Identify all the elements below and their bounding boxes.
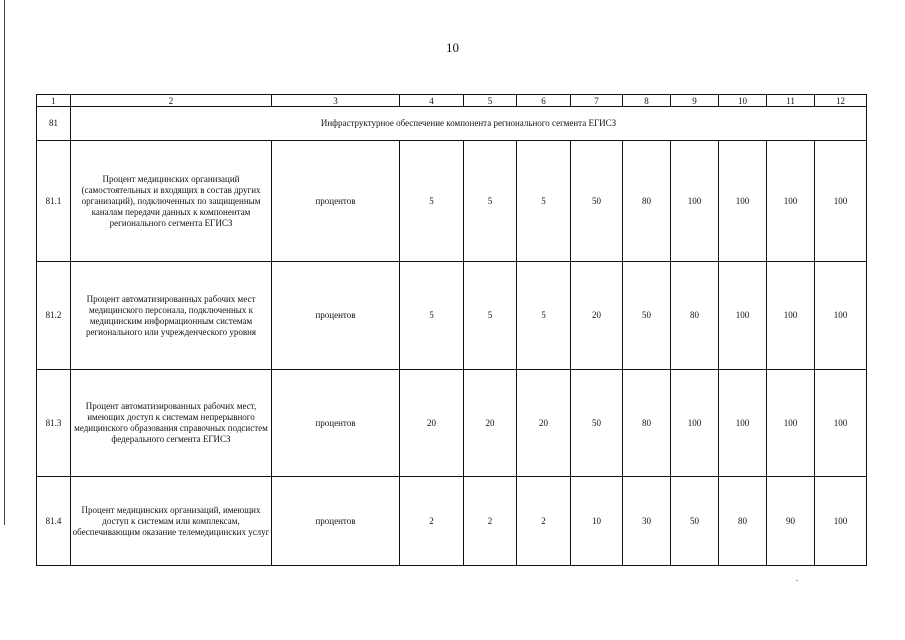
column-header: 12 xyxy=(815,95,867,107)
column-number-header-row xyxy=(37,95,867,107)
value-cell: 20 xyxy=(571,262,623,370)
column-header: 9 xyxy=(671,95,719,107)
unit-cell: процентов xyxy=(272,370,400,477)
value-cell: 5 xyxy=(517,141,571,262)
value-cell: 2 xyxy=(464,477,517,566)
value-cell: 100 xyxy=(815,370,867,477)
value-cell: 100 xyxy=(767,262,815,370)
column-header: 2 xyxy=(71,95,272,107)
value-cell: 100 xyxy=(767,370,815,477)
value-cell: 100 xyxy=(671,370,719,477)
indicator-name: Процент автоматизированных рабочих мест медицинского персонала, подключенных к медицинским информационным системам регионального или учрежденческого уровня xyxy=(71,262,272,370)
value-cell: 50 xyxy=(623,262,671,370)
value-cell: 100 xyxy=(815,141,867,262)
value-cell: 100 xyxy=(767,141,815,262)
value-cell: 5 xyxy=(464,262,517,370)
indicator-name: Процент медицинских организаций (самостоятельных и входящих в состав других организаций), подключенных по защищенным каналам передачи данных к компонентам регионального сегмента ЕГИСЗ xyxy=(71,141,272,262)
column-header: 6 xyxy=(517,95,571,107)
value-cell: 80 xyxy=(623,370,671,477)
row-number: 81.3 xyxy=(37,370,71,477)
row-number: 81.2 xyxy=(37,262,71,370)
column-header: 11 xyxy=(767,95,815,107)
value-cell: 80 xyxy=(719,477,767,566)
row-number: 81.1 xyxy=(37,141,71,262)
value-cell: 100 xyxy=(671,141,719,262)
table-row xyxy=(37,262,867,370)
table-row xyxy=(37,370,867,477)
value-cell: 5 xyxy=(400,141,464,262)
left-margin-line xyxy=(4,0,5,525)
value-cell: 50 xyxy=(571,370,623,477)
value-cell: 100 xyxy=(719,141,767,262)
column-header: 7 xyxy=(571,95,623,107)
column-header: 8 xyxy=(623,95,671,107)
value-cell: 5 xyxy=(464,141,517,262)
table-row xyxy=(37,477,867,566)
section-row xyxy=(37,107,867,141)
value-cell: 80 xyxy=(623,141,671,262)
indicators-table xyxy=(36,94,867,566)
column-header: 5 xyxy=(464,95,517,107)
value-cell: 20 xyxy=(400,370,464,477)
unit-cell: процентов xyxy=(272,141,400,262)
value-cell: 50 xyxy=(671,477,719,566)
value-cell: 10 xyxy=(571,477,623,566)
section-number: 81 xyxy=(37,107,71,141)
scan-speck xyxy=(796,580,798,581)
section-title: Инфраструктурное обеспечение компонента регионального сегмента ЕГИСЗ xyxy=(71,107,867,141)
column-header: 10 xyxy=(719,95,767,107)
value-cell: 20 xyxy=(464,370,517,477)
row-number: 81.4 xyxy=(37,477,71,566)
value-cell: 2 xyxy=(400,477,464,566)
page-number: 10 xyxy=(446,40,459,55)
value-cell: 5 xyxy=(517,262,571,370)
value-cell: 20 xyxy=(517,370,571,477)
value-cell: 50 xyxy=(571,141,623,262)
value-cell: 80 xyxy=(671,262,719,370)
value-cell: 5 xyxy=(400,262,464,370)
value-cell: 100 xyxy=(815,477,867,566)
unit-cell: процентов xyxy=(272,262,400,370)
value-cell: 100 xyxy=(719,370,767,477)
indicator-name: Процент автоматизированных рабочих мест, имеющих доступ к системам непрерывного медицинского образования справочных подсистем федерального сегмента ЕГИСЗ xyxy=(71,370,272,477)
value-cell: 100 xyxy=(815,262,867,370)
indicator-name: Процент медицинских организаций, имеющих доступ к системам или комплексам, обеспечивающим оказание телемедицинских услуг xyxy=(71,477,272,566)
unit-cell: процентов xyxy=(272,477,400,566)
column-header: 1 xyxy=(37,95,71,107)
value-cell: 90 xyxy=(767,477,815,566)
value-cell: 2 xyxy=(517,477,571,566)
value-cell: 30 xyxy=(623,477,671,566)
value-cell: 100 xyxy=(719,262,767,370)
table-row xyxy=(37,141,867,262)
column-header: 3 xyxy=(272,95,400,107)
column-header: 4 xyxy=(400,95,464,107)
